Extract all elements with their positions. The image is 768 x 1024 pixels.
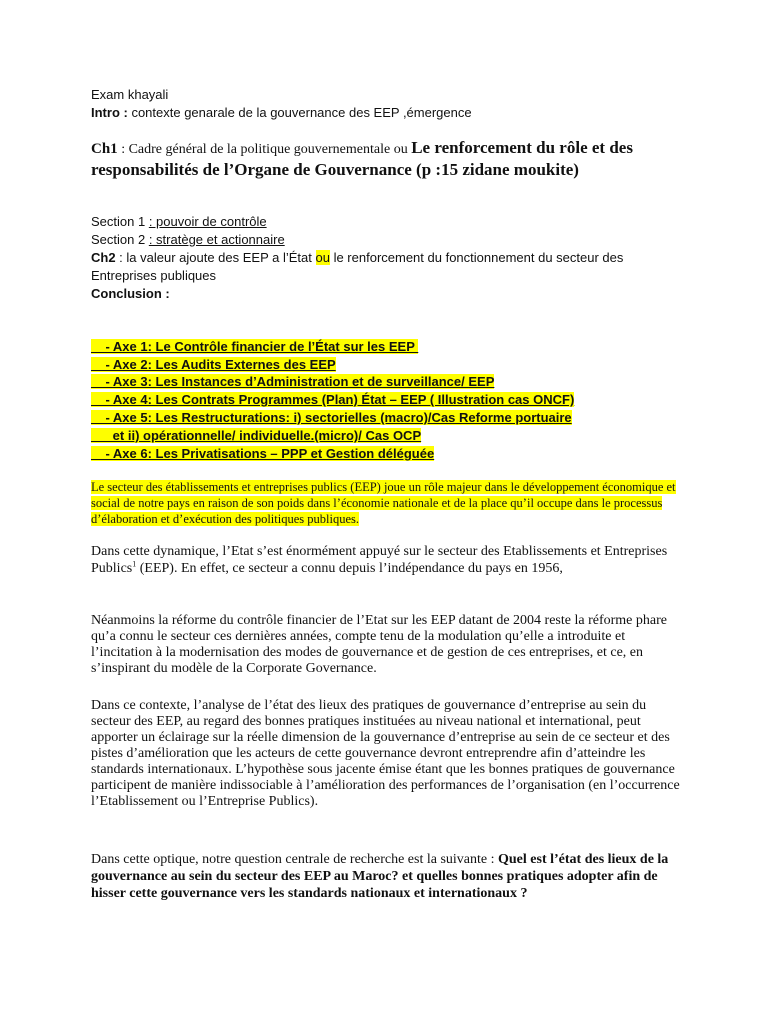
paragraph-4: Dans ce contexte, l’analyse de l’état des lieux des pratiques de gouvernance d’entreprise au sein du secteur des EEP, au regard des bonnes pratiques instituées au niveau national et international, peut apporter un éclairage sur la réelle dimension de la gouvernance d’entreprise au sein de ce secteur et des pistes d’amélioration que les acteurs de cette gouvernance devront entreprendre afin d’atteindre les standards internationaux. L’hypothèse sous jacente émise étant que les bonnes pratiques de gouvernance participent de manière indissociable à l’amélioration des performances de l’organisation (en l’occurrence l’Etablissement ou l’Entreprise Publics). — [91, 698, 680, 809]
section-2-text: : stratège et actionnaire — [148, 232, 285, 247]
axe-5: - Axe 5: Les Restructurations: i) sectorielles (macro)/Cas Reforme portuaire — [91, 410, 572, 425]
section-2 — [91, 231, 285, 249]
axe-6: - Axe 6: Les Privatisations – PPP et Gestion déléguée — [91, 446, 435, 461]
footnote-ref: 1 — [132, 559, 137, 569]
axe-2: - Axe 2: Les Audits Externes des EEP — [91, 357, 336, 372]
paragraph-5: Dans cette optique, notre question centrale de recherche est la suivante : Quel est l’état des lieux de la gouvernance au sein du secteur des EEP au Maroc? et quelles bonnes pratiques adopter afin de hisser cette gouvernance vers les standards nationaux et internationaux ? — [91, 852, 669, 901]
paragraph-1: Le secteur des établissements et entreprises publics (EEP) joue un rôle majeur dans le développement économique et social de notre pays en raison de son poids dans l’économie nationale et de la place qu’il occupe dans le processus d’élaboration et d’exécution des politiques publiques. — [91, 480, 676, 526]
axe-5-continued: et ii) opérationnelle/ individuelle.(micro)/ Cas OCP — [91, 428, 422, 443]
section-1-text: : pouvoir de contrôle — [148, 214, 267, 229]
ch2-text-b: le renforcement du fonctionnement du secteur des — [329, 250, 624, 265]
intro-label: Intro : — [91, 105, 128, 120]
axe-4: - Axe 4: Les Contrats Programmes (Plan) État – EEP ( Illustration cas ONCF) — [91, 392, 575, 407]
intro-line — [91, 104, 472, 122]
ch1-small-text: : Cadre général de la politique gouvernementale ou — [117, 142, 412, 157]
intro-text: contexte genarale de la gouvernance des EEP ,émergence — [127, 105, 472, 120]
section-1-prefix: Section 1 — [91, 214, 149, 229]
conclusion-label: Conclusion : — [91, 286, 170, 301]
ch1-line-2: responsabilités de l’Organe de Gouvernance (p :15 zidane moukite) — [91, 160, 579, 179]
paragraph-3: Néanmoins la réforme du contrôle financier de l’Etat sur les EEP datant de 2004 reste la réforme phare qu’a connu le secteur ces dernières années, compte tenu de la modulation qu’elle a introduite et l’incitation à la modernisation des modes de gouvernance et de gestion de ces entreprises, et ce, en s’inspirant du modèle de la Corporate Governance. — [91, 613, 667, 676]
axe-3: - Axe 3: Les Instances d’Administration et de surveillance/ EEP — [91, 374, 495, 389]
ch1-big-text-1: Le renforcement du rôle et des — [411, 138, 633, 157]
section-2-prefix: Section 2 — [91, 232, 149, 247]
research-question: Quel est l’état des lieux de la gouvernance au sein du secteur des EEP au Maroc? et quelles bonnes pratiques adopter afin de hisser cette gouvernance vers les standards nationaux et internationaux ? — [91, 852, 669, 901]
axe-1: - Axe 1: Le Contrôle financier de l’État sur les EEP — [91, 339, 419, 354]
paragraph-2: Dans cette dynamique, l’Etat s’est énormément appuyé sur le secteur des Etablissements et Entreprises Publics$^1$ (EEP). En effet, ce secteur a connu depuis l’indépendance du pays en 1956, — [91, 544, 668, 576]
ch2-line-1 — [91, 249, 623, 267]
ch2-text-a: : la valeur ajoute des EEP a l’État — [115, 250, 316, 265]
ch2-text-ou: ou — [315, 250, 330, 265]
exam-title: Exam khayali — [91, 87, 169, 102]
ch2-line-2: Entreprises publiques — [91, 268, 217, 283]
section-1 — [91, 213, 267, 231]
ch1-label: Ch1 — [91, 141, 118, 157]
ch1-line-1 — [91, 138, 633, 158]
ch2-label: Ch2 — [91, 250, 116, 265]
